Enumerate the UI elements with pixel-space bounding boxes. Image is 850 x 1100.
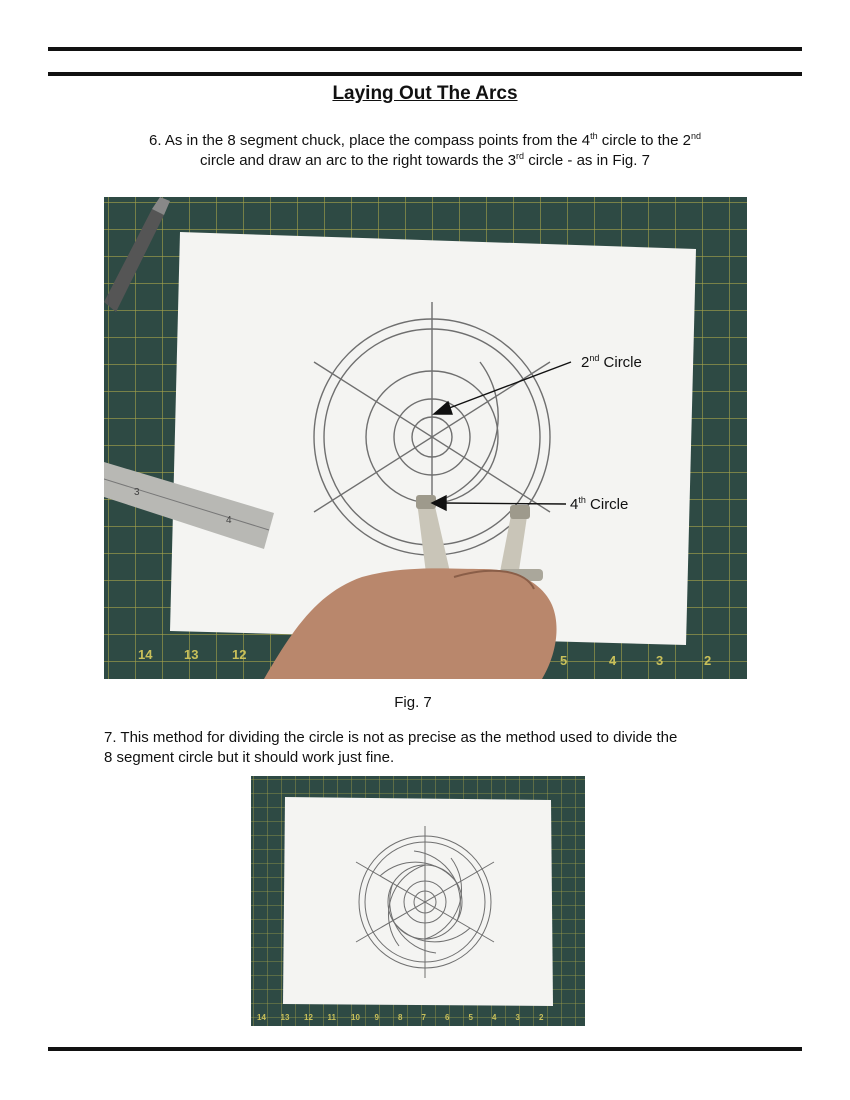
mat-number: 6 <box>445 1013 450 1022</box>
mat-number: 12 <box>232 647 247 662</box>
mat-number: 14 <box>138 647 153 662</box>
step6-line1: 6. As in the 8 segment chuck, place the compass points from the 4th circle to the 2nd <box>149 131 701 149</box>
ruler-mark: 4 <box>226 515 232 526</box>
mat-number: 3 <box>515 1013 520 1022</box>
mat-number: 4 <box>492 1013 497 1022</box>
step7-line1: 7. This method for dividing the circle is not as precise as the method used to divide the <box>104 729 678 746</box>
figure7-photo <box>104 197 747 679</box>
ruler-mark: 3 <box>134 487 140 498</box>
figure8-illustration <box>251 776 585 1026</box>
label-4th-circle: 4th Circle <box>570 495 629 513</box>
step6-line2: circle and draw an arc to the right towards the 3rd circle - as in Fig. 7 <box>200 151 650 169</box>
mat-number: 7 <box>421 1013 426 1022</box>
mat-number: 12 <box>304 1013 313 1022</box>
mat-number: 10 <box>351 1013 360 1022</box>
mat-number: 13 <box>280 1013 290 1022</box>
step6-paragraph <box>60 131 790 171</box>
mat-number: 3 <box>656 653 664 668</box>
mat-number: 13 <box>184 647 199 662</box>
mat-number: 8 <box>398 1013 403 1022</box>
figure8-photo <box>251 776 585 1026</box>
mat-number: 2 <box>539 1013 544 1022</box>
step7-line2: 8 segment circle but it should work just fine. <box>104 749 395 766</box>
mat-number: 2 <box>704 653 712 668</box>
figure7-illustration <box>104 197 747 679</box>
mat-number: 11 <box>327 1013 336 1022</box>
figure7-caption: Fig. 7 <box>394 694 432 711</box>
page-title: Laying Out The Arcs <box>332 83 518 104</box>
bottom-rule <box>48 1047 802 1051</box>
mat-number: 9 <box>374 1013 379 1022</box>
mat-number: 5 <box>560 653 568 668</box>
label-2nd-circle: 2nd Circle <box>581 353 642 371</box>
mat-number: 14 <box>257 1013 266 1022</box>
top-rule-2 <box>48 72 802 76</box>
paper-sheet <box>283 797 553 1006</box>
mat-number: 4 <box>609 653 617 668</box>
step7-paragraph <box>104 728 804 768</box>
top-rule-1 <box>48 47 802 51</box>
mat-number: 5 <box>468 1013 473 1022</box>
arrow-4th-circle <box>444 503 566 504</box>
